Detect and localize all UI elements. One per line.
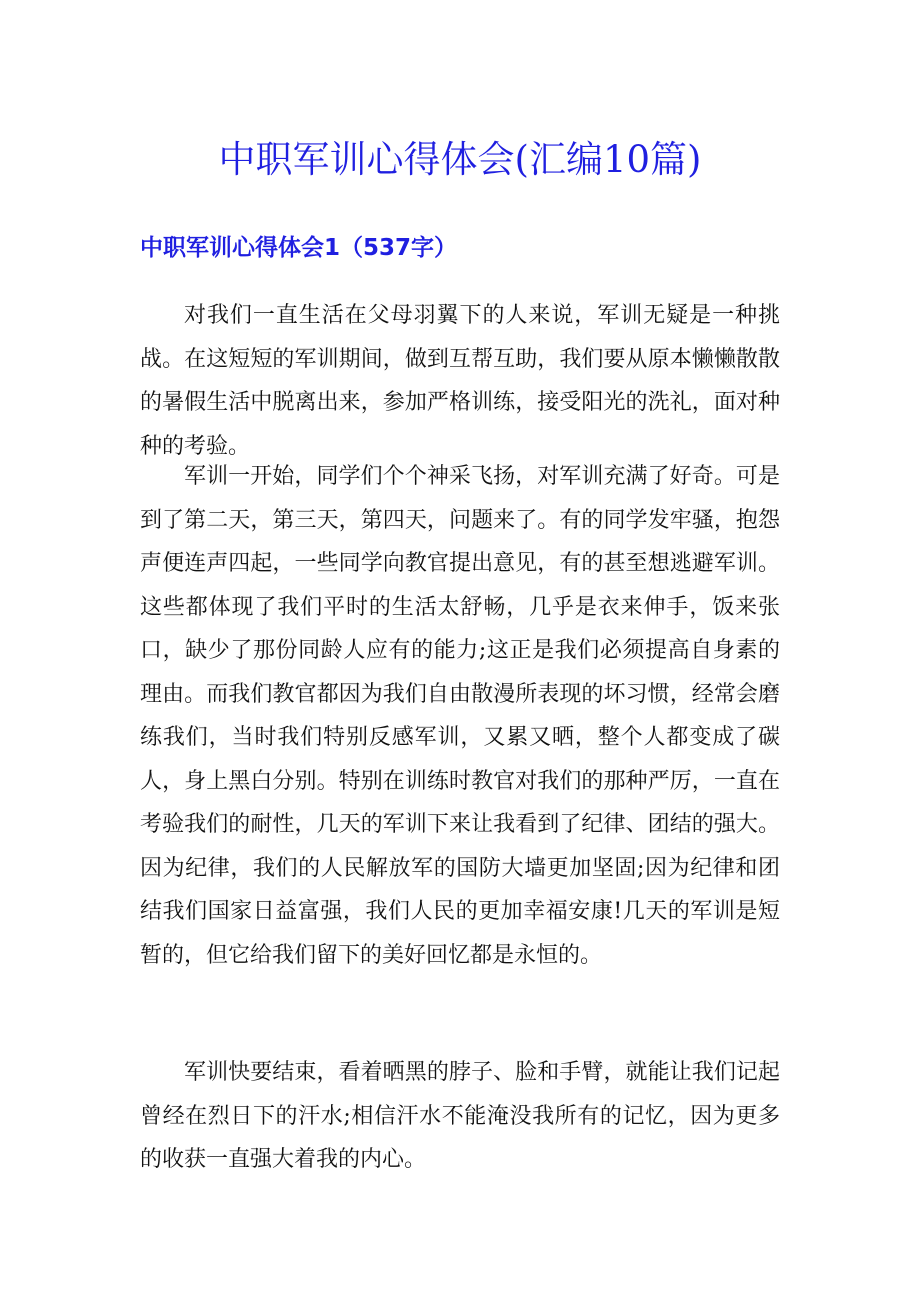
body-paragraph-2: 军训一开始，同学们个个神采飞扬，对军训充满了好奇。可是到了第二天，第三天，第四天，问题来了。有的同学发牢骚，抱怨声便连声四起，一些同学向教官提出意见，有的甚至想逃避军训。这些都体现了我们平时的生活太舒畅，几乎是衣来伸手，饭来张口，缺少了那份同龄人应有的能力;这正是我们必须提高自身素的理由。而我们教官都因为我们自由散漫所表现的坏习惯，经常会磨练我们，当时我们特别反感军训，又累又晒，整个人都变成了碳人，身上黑白分别。特别在训练时教官对我们的那种严厉，一直在考验我们的耐性，几天的军训下来让我看到了纪律、团结的强大。因为纪律，我们的人民解放军的国防大墙更加坚固;因为纪律和团结我们国家日益富强，我们人民的更加幸福安康!几天的军训是短暂的，但它给我们留下的美好回忆都是永恒的。 [140, 464, 780, 968]
body-paragraph-3: 军训快要结束，看着晒黑的脖子、脸和手臂，就能让我们记起曾经在烈日下的汗水;相信汗水不能淹没我所有的记忆，因为更多的收获一直强大着我的内心。 [140, 1060, 780, 1172]
document-title: 中职军训心得体会(汇编10篇) [218, 138, 702, 181]
section-heading: 中职军训心得体会1（537字） [140, 235, 458, 261]
body-paragraph-1: 对我们一直生活在父母羽翼下的人来说，军训无疑是一种挑战。在这短短的军训期间，做到互帮互助，我们要从原本懒懒散散的暑假生活中脱离出来，参加严格训练，接受阳光的洗礼，面对种种的考验。 [140, 303, 780, 459]
